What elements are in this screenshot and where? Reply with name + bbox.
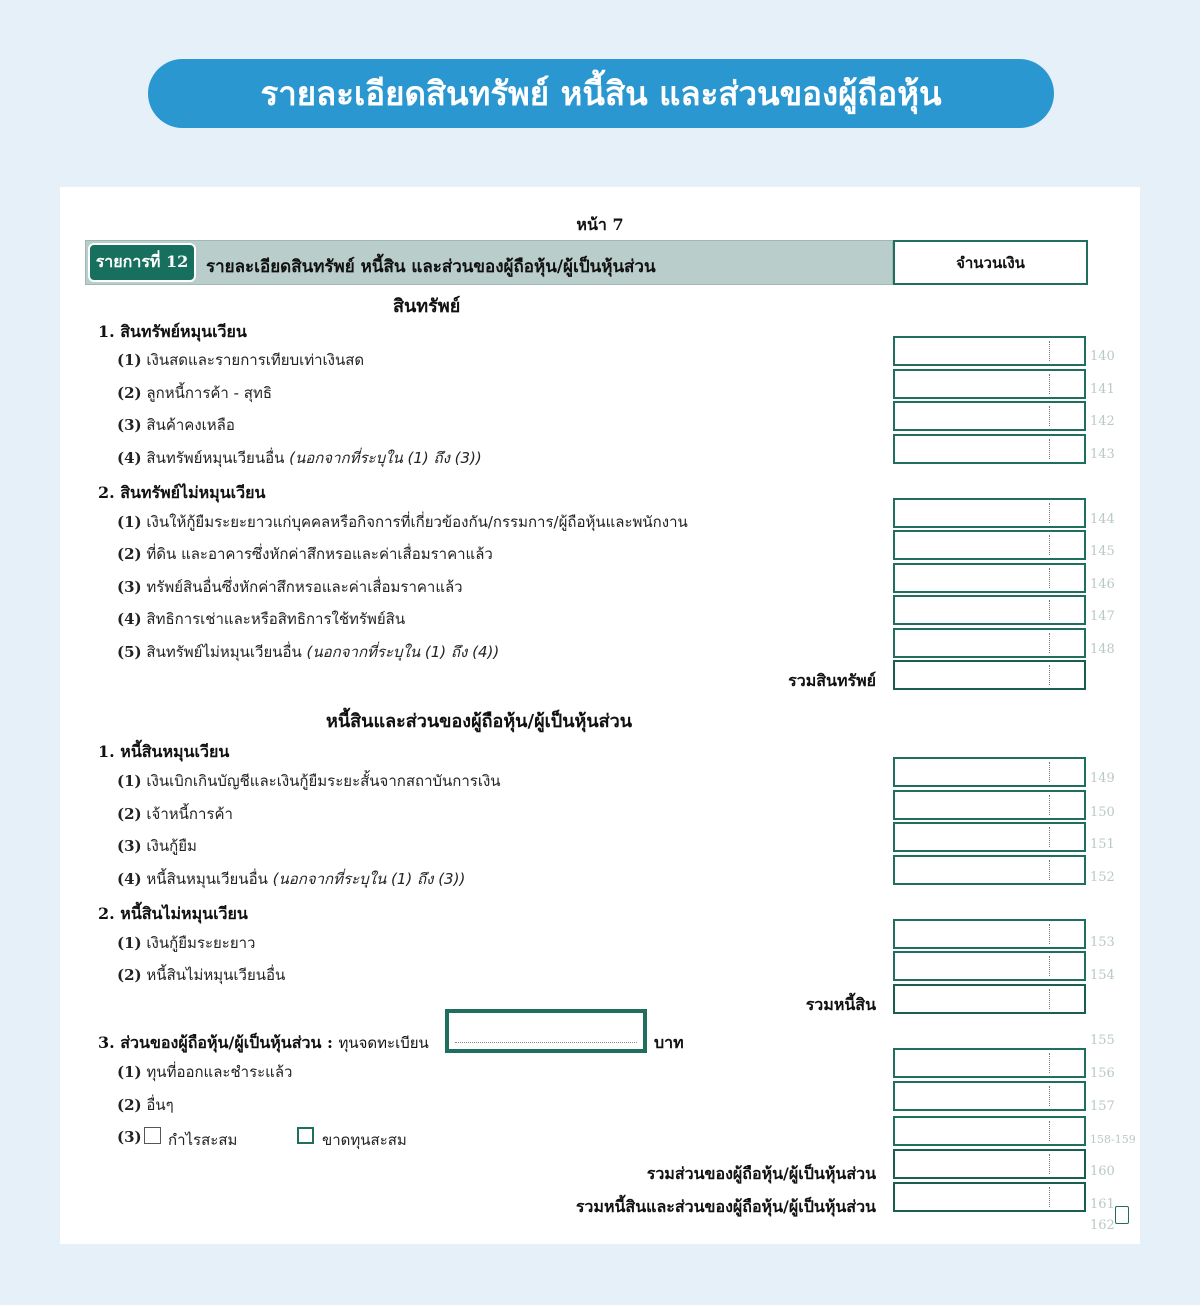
amount-field-140[interactable] <box>893 336 1086 366</box>
asset-row-label: (1) เงินให้กู้ยืมระยะยาวแก่บุคคลหรือกิจการที่เกี่ยวข้องกัน/กรรมการ/ผู้ถือหุ้นและพนักงาน <box>117 513 688 531</box>
field-code: 150 <box>1090 805 1115 820</box>
current-liabilities-heading: 1. หนี้สินหมุนเวียน <box>98 742 230 761</box>
amount-field-143[interactable] <box>893 434 1086 464</box>
field-code: 155 <box>1090 1033 1115 1048</box>
liability-row-label: (3) เงินกู้ยืม <box>117 837 197 855</box>
liability-row-label: (2) หนี้สินไม่หมุนเวียนอื่น <box>117 966 286 984</box>
amount-field-146[interactable] <box>893 563 1086 593</box>
field-code: 142 <box>1090 414 1115 429</box>
asset-row-label: (2) ที่ดิน และอาคารซึ่งหักค่าสึกหรอและค่าเสื่อมราคาแล้ว <box>117 545 493 563</box>
retained-num: (3) <box>117 1128 142 1146</box>
field-code: 148 <box>1090 642 1115 657</box>
asset-row-label: (4) สิทธิการเช่าและหรือสิทธิการใช้ทรัพย์สิน <box>117 610 406 628</box>
amount-field-144[interactable] <box>893 498 1086 528</box>
amount-field-150[interactable] <box>893 790 1086 820</box>
current-assets-heading: 1. สินทรัพย์หมุนเวียน <box>98 322 247 341</box>
retained-earnings-label: กำไรสะสม <box>168 1131 238 1149</box>
asset-row-label: (3) ทรัพย์สินอื่นซึ่งหักค่าสึกหรอและค่าเสื่อมราคาแล้ว <box>117 578 463 596</box>
amount-field-148[interactable] <box>893 628 1086 658</box>
asset-row-label: (3) สินค้าคงเหลือ <box>117 416 235 434</box>
field-code: 154 <box>1090 968 1115 983</box>
asset-row-label: (2) ลูกหนี้การค้า - สุทธิ <box>117 384 273 402</box>
amount-field-151[interactable] <box>893 822 1086 852</box>
noncurrent-assets-heading: 2. สินทรัพย์ไม่หมุนเวียน <box>98 483 266 502</box>
field-code: 149 <box>1090 771 1115 786</box>
asset-row-label: (4) สินทรัพย์หมุนเวียนอื่น (นอกจากที่ระบุใน (1) ถึง (3)) <box>117 449 482 467</box>
amount-column-header: จำนวนเงิน <box>893 240 1088 285</box>
field-code: 161 <box>1090 1197 1115 1212</box>
field-code: 153 <box>1090 935 1115 950</box>
amount-field-141[interactable] <box>893 369 1086 399</box>
end-mark-box <box>1115 1206 1129 1224</box>
equity-heading: 3. ส่วนของผู้ถือหุ้น/ผู้เป็นหุ้นส่วน : ทุนจดทะเบียน <box>98 1033 429 1052</box>
field-code: 145 <box>1090 544 1115 559</box>
header-title: รายละเอียดสินทรัพย์ หนี้สิน และส่วนของผู้ถือหุ้น/ผู้เป็นหุ้นส่วน <box>206 257 656 277</box>
total-assets-field[interactable] <box>893 660 1086 690</box>
total-equity-label: รวมส่วนของผู้ถือหุ้น/ผู้เป็นหุ้นส่วน <box>646 1164 876 1183</box>
total-liabilities-equity-label: รวมหนี้สินและส่วนของผู้ถือหุ้น/ผู้เป็นหุ้นส่วน <box>575 1197 876 1216</box>
total-liabilities-label: รวมหนี้สิน <box>805 995 876 1014</box>
field-code: 146 <box>1090 577 1115 592</box>
accumulated-deficit-checkbox[interactable] <box>297 1127 314 1144</box>
liabilities-title: หนี้สินและส่วนของผู้ถือหุ้น/ผู้เป็นหุ้นส่วน <box>326 711 633 732</box>
field-code: 151 <box>1090 837 1115 852</box>
page-number: หน้า 7 <box>576 215 624 234</box>
asset-row-label: (1) เงินสดและรายการเทียบเท่าเงินสด <box>117 351 365 369</box>
asset-row-label: (5) สินทรัพย์ไม่หมุนเวียนอื่น (นอกจากที่ระบุใน (1) ถึง (4)) <box>117 643 500 661</box>
field-code: 156 <box>1090 1066 1115 1081</box>
equity-row-label: (1) ทุนที่ออกและชำระแล้ว <box>117 1063 293 1081</box>
amount-field-154[interactable] <box>893 951 1086 981</box>
item-badge: รายการที่ 12 <box>88 243 196 282</box>
amount-field-158-159[interactable] <box>893 1116 1086 1146</box>
amount-field-156[interactable] <box>893 1048 1086 1078</box>
form-sheet <box>60 187 1140 1244</box>
assets-title: สินทรัพย์ <box>393 296 461 317</box>
total-equity-field[interactable] <box>893 1149 1086 1179</box>
field-code: 158-159 <box>1090 1133 1136 1146</box>
field-code: 144 <box>1090 512 1115 527</box>
amount-field-157[interactable] <box>893 1081 1086 1111</box>
amount-field-153[interactable] <box>893 919 1086 949</box>
field-code: 147 <box>1090 609 1115 624</box>
amount-field-142[interactable] <box>893 401 1086 431</box>
registered-capital-field[interactable] <box>445 1009 647 1053</box>
amount-field-149[interactable] <box>893 757 1086 787</box>
field-code: 157 <box>1090 1099 1115 1114</box>
liability-row-label: (4) หนี้สินหมุนเวียนอื่น (นอกจากที่ระบุใน (1) ถึง (3)) <box>117 870 466 888</box>
total-liabilities-equity-field[interactable] <box>893 1182 1086 1212</box>
total-liabilities-field[interactable] <box>893 984 1086 1014</box>
liability-row-label: (1) เงินเบิกเกินบัญชีและเงินกู้ยืมระยะสั้นจากสถาบันการเงิน <box>117 772 501 790</box>
retained-earnings-checkbox[interactable] <box>144 1127 161 1144</box>
field-code: 152 <box>1090 870 1115 885</box>
accumulated-deficit-label: ขาดทุนสะสม <box>322 1131 407 1149</box>
field-code: 143 <box>1090 447 1115 462</box>
field-code: 162 <box>1090 1218 1115 1233</box>
equity-row-label: (2) อื่นๆ <box>117 1096 174 1114</box>
field-code: 160 <box>1090 1164 1115 1179</box>
page-banner: รายละเอียดสินทรัพย์ หนี้สิน และส่วนของผู้ถือหุ้น <box>148 59 1054 128</box>
field-code: 140 <box>1090 349 1115 364</box>
amount-field-145[interactable] <box>893 530 1086 560</box>
noncurrent-liabilities-heading: 2. หนี้สินไม่หมุนเวียน <box>98 904 248 923</box>
field-code: 141 <box>1090 382 1115 397</box>
amount-field-147[interactable] <box>893 595 1086 625</box>
amount-field-152[interactable] <box>893 855 1086 885</box>
liability-row-label: (1) เงินกู้ยืมระยะยาว <box>117 934 256 952</box>
currency-label: บาท <box>654 1033 684 1052</box>
total-assets-label: รวมสินทรัพย์ <box>788 671 876 690</box>
liability-row-label: (2) เจ้าหนี้การค้า <box>117 805 233 823</box>
